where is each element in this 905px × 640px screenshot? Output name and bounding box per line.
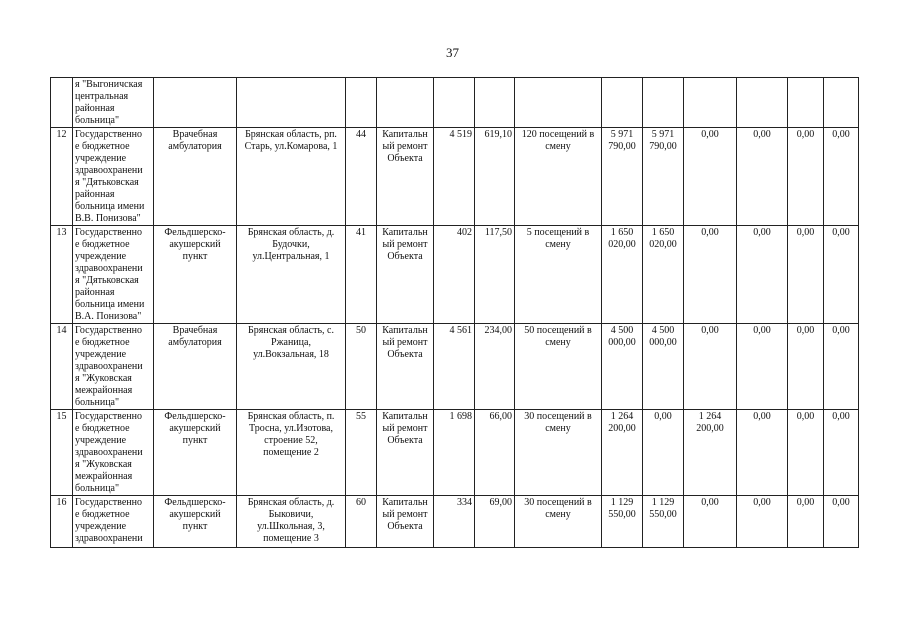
institution-name-cell: Государственно е бюджетное учреждение здравоохранени я "Жуковская межрайонная больница"	[73, 324, 154, 410]
year2-cost-cell: 0,00	[684, 226, 737, 324]
code-cell: 44	[346, 128, 377, 226]
institution-name-cell: Государственно е бюджетное учреждение здравоохранени я "Жуковская межрайонная больница"	[73, 410, 154, 496]
facility-type-cell	[154, 78, 237, 128]
total-cost-cell: 1 129 550,00	[602, 496, 643, 548]
code-cell: 60	[346, 496, 377, 548]
table-row	[51, 410, 859, 496]
year4-cost-cell	[788, 78, 824, 128]
year4-cost-cell: 0,00	[788, 324, 824, 410]
table-row	[51, 128, 859, 226]
institution-name-cell: я "Выгоничская центральная районная больница"	[73, 78, 154, 128]
year5-cost-cell: 0,00	[824, 410, 859, 496]
table-row	[51, 324, 859, 410]
address-cell: Брянская область, п. Тросна, ул.Изотова, строение 52, помещение 2	[237, 410, 346, 496]
facility-type-cell: Врачебная амбулатория	[154, 128, 237, 226]
code-cell: 55	[346, 410, 377, 496]
work-type-cell: Капитальн ый ремонт Объекта	[377, 128, 434, 226]
year1-cost-cell: 1 129 550,00	[643, 496, 684, 548]
year5-cost-cell: 0,00	[824, 324, 859, 410]
capacity-cell: 5 посещений в смену	[515, 226, 602, 324]
year2-cost-cell	[684, 78, 737, 128]
row-number-cell	[51, 78, 73, 128]
row-number-cell: 13	[51, 226, 73, 324]
year3-cost-cell: 0,00	[737, 128, 788, 226]
code-cell: 41	[346, 226, 377, 324]
facility-type-cell: Врачебная амбулатория	[154, 324, 237, 410]
year2-cost-cell: 0,00	[684, 128, 737, 226]
capacity-cell	[515, 78, 602, 128]
table-row	[51, 226, 859, 324]
year5-cost-cell: 0,00	[824, 496, 859, 548]
total-cost-cell: 4 500 000,00	[602, 324, 643, 410]
year2-cost-cell: 0,00	[684, 324, 737, 410]
capacity-cell: 30 посещений в смену	[515, 496, 602, 548]
value1-cell: 1 698	[434, 410, 475, 496]
year2-cost-cell: 0,00	[684, 496, 737, 548]
value2-cell: 69,00	[475, 496, 515, 548]
row-number-cell: 12	[51, 128, 73, 226]
total-cost-cell: 1 650 020,00	[602, 226, 643, 324]
year3-cost-cell: 0,00	[737, 410, 788, 496]
row-number-cell: 14	[51, 324, 73, 410]
address-cell: Брянская область, с. Ржаница, ул.Вокзальная, 18	[237, 324, 346, 410]
year2-cost-cell: 1 264 200,00	[684, 410, 737, 496]
value1-cell: 334	[434, 496, 475, 548]
year4-cost-cell: 0,00	[788, 226, 824, 324]
address-cell: Брянская область, д. Быковичи, ул.Школьная, 3, помещение 3	[237, 496, 346, 548]
capacity-cell: 50 посещений в смену	[515, 324, 602, 410]
institution-name-cell: Государственно е бюджетное учреждение здравоохранени я "Дятьковская районная больница имени В.А. Понизова"	[73, 226, 154, 324]
address-cell: Брянская область, рп. Старь, ул.Комарова, 1	[237, 128, 346, 226]
facility-type-cell: Фельдшерско- акушерский пункт	[154, 226, 237, 324]
value1-cell: 402	[434, 226, 475, 324]
total-cost-cell: 1 264 200,00	[602, 410, 643, 496]
work-type-cell	[377, 78, 434, 128]
facilities-table	[50, 77, 859, 548]
year5-cost-cell	[824, 78, 859, 128]
value2-cell	[475, 78, 515, 128]
facility-type-cell: Фельдшерско- акушерский пункт	[154, 496, 237, 548]
value2-cell: 619,10	[475, 128, 515, 226]
address-cell	[237, 78, 346, 128]
value1-cell: 4 561	[434, 324, 475, 410]
work-type-cell: Капитальн ый ремонт Объекта	[377, 324, 434, 410]
total-cost-cell: 5 971 790,00	[602, 128, 643, 226]
capacity-cell: 120 посещений в смену	[515, 128, 602, 226]
work-type-cell: Капитальн ый ремонт Объекта	[377, 226, 434, 324]
year5-cost-cell: 0,00	[824, 226, 859, 324]
value2-cell: 66,00	[475, 410, 515, 496]
value2-cell: 117,50	[475, 226, 515, 324]
row-number-cell: 16	[51, 496, 73, 548]
value1-cell: 4 519	[434, 128, 475, 226]
institution-name-cell: Государственно е бюджетное учреждение здравоохранени	[73, 496, 154, 548]
capacity-cell: 30 посещений в смену	[515, 410, 602, 496]
code-cell: 50	[346, 324, 377, 410]
row-number-cell: 15	[51, 410, 73, 496]
total-cost-cell	[602, 78, 643, 128]
year5-cost-cell: 0,00	[824, 128, 859, 226]
year1-cost-cell	[643, 78, 684, 128]
page-number: 37	[446, 45, 459, 60]
year4-cost-cell: 0,00	[788, 496, 824, 548]
year3-cost-cell: 0,00	[737, 324, 788, 410]
table-row	[51, 496, 859, 548]
address-cell: Брянская область, д. Будочки, ул.Центральная, 1	[237, 226, 346, 324]
work-type-cell: Капитальн ый ремонт Объекта	[377, 496, 434, 548]
value2-cell: 234,00	[475, 324, 515, 410]
year3-cost-cell: 0,00	[737, 226, 788, 324]
value1-cell	[434, 78, 475, 128]
year3-cost-cell	[737, 78, 788, 128]
year3-cost-cell: 0,00	[737, 496, 788, 548]
table-row-continuation	[51, 78, 859, 128]
year4-cost-cell: 0,00	[788, 410, 824, 496]
code-cell	[346, 78, 377, 128]
year1-cost-cell: 5 971 790,00	[643, 128, 684, 226]
year1-cost-cell: 4 500 000,00	[643, 324, 684, 410]
institution-name-cell: Государственно е бюджетное учреждение здравоохранени я "Дятьковская районная больница имени В.В. Понизова"	[73, 128, 154, 226]
year1-cost-cell: 0,00	[643, 410, 684, 496]
year4-cost-cell: 0,00	[788, 128, 824, 226]
work-type-cell: Капитальн ый ремонт Объекта	[377, 410, 434, 496]
year1-cost-cell: 1 650 020,00	[643, 226, 684, 324]
facility-type-cell: Фельдшерско- акушерский пункт	[154, 410, 237, 496]
